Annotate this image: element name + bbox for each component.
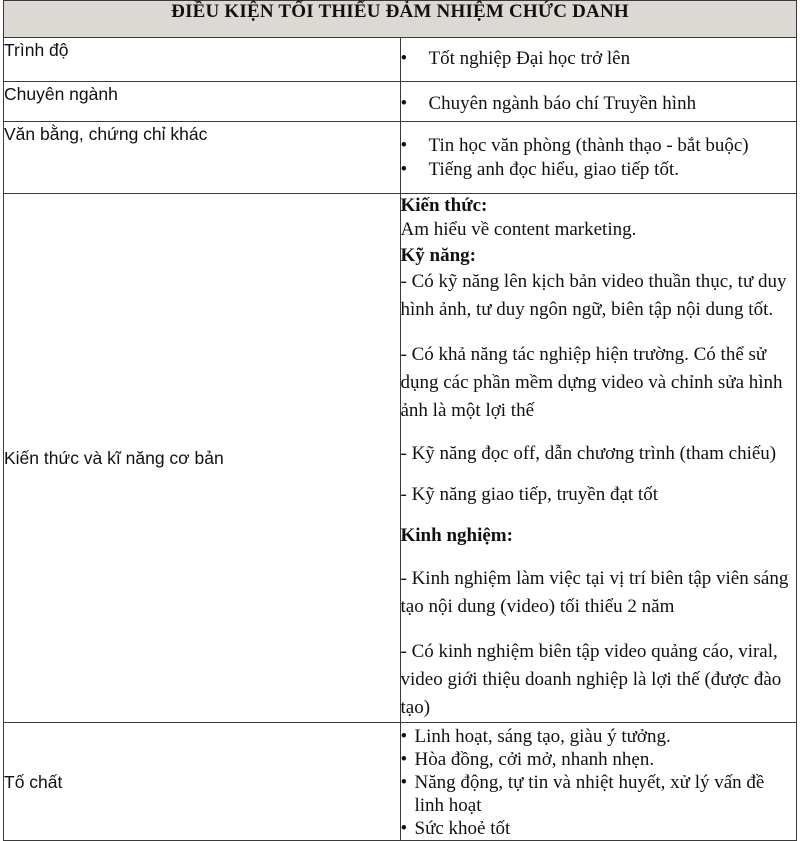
row-label-trinh-do: Trình độ: [4, 38, 401, 82]
skill-item: - Kỹ năng giao tiếp, truyền đạt tốt: [400, 484, 658, 505]
bullet-icon: •: [400, 749, 408, 770]
table-row-to-chat: [4, 723, 797, 841]
table-header-row: [4, 1, 797, 38]
experience-item: - Có kinh nghiệm biên tập video quảng cáo, viral, video giới thiệu doanh nghiệp là lợi thế (được đào tạo): [400, 641, 782, 718]
bullet-icon: •: [400, 726, 408, 747]
list-item: • Chuyên ngành báo chí Truyền hình: [400, 93, 697, 114]
list-item: • Sức khoẻ tốt: [400, 818, 511, 839]
bullet-icon: •: [400, 818, 408, 839]
list-item: • Linh hoạt, sáng tạo, giàu ý tưởng.: [400, 726, 671, 747]
table-row-van-bang: [4, 122, 797, 194]
row-content-trinh-do: [400, 38, 797, 82]
row-content-chuyen-nganh: [400, 82, 797, 122]
list-item: • Tốt nghiệp Đại học trở lên: [400, 48, 631, 69]
row-content-to-chat: [400, 723, 797, 841]
row-label-to-chat: Tố chất: [4, 723, 401, 841]
list-item: • Năng động, tự tin và nhiệt huyết, xử lý vấn đề linh hoạt: [400, 772, 765, 816]
knowledge-text: Am hiểu về content marketing.: [400, 219, 637, 240]
experience-item: - Kinh nghiệm làm việc tại vị trí biên tập viên sáng tạo nội dung (video) tối thiểu 2 năm: [400, 568, 789, 617]
list-item: • Tiếng anh đọc hiểu, giao tiếp tốt.: [400, 159, 679, 180]
bullet-icon: •: [400, 159, 408, 180]
skill-item: - Kỹ năng đọc off, dẫn chương trình (tham chiếu): [400, 443, 777, 464]
experience-heading: Kinh nghiệm:: [400, 525, 513, 546]
row-label-van-bang: Văn bằng, chứng chỉ khác: [4, 122, 401, 194]
row-label-kien-thuc: Kiến thức và kĩ năng cơ bản: [4, 194, 401, 723]
bullet-icon: •: [400, 772, 408, 793]
table-title: ĐIỀU KIỆN TỐI THIỂU ĐẢM NHIỆM CHỨC DANH: [4, 1, 797, 38]
bullet-icon: •: [400, 93, 408, 114]
skill-item: - Có kỹ năng lên kịch bản video thuần thục, tư duy hình ảnh, tư duy ngôn ngữ, biên tập nội dung tốt.: [400, 271, 787, 320]
table-row-chuyen-nganh: [4, 82, 797, 122]
skill-item: - Có khả năng tác nghiệp hiện trường. Có thể sử dụng các phần mềm dựng video và chỉnh sửa hình ảnh là một lợi thế: [400, 344, 783, 421]
bullet-icon: •: [400, 135, 408, 156]
table-row-trinh-do: [4, 38, 797, 82]
table-row-kien-thuc: [4, 194, 797, 723]
skills-heading: Kỹ năng:: [400, 245, 476, 266]
list-item: • Hòa đồng, cởi mở, nhanh nhẹn.: [400, 749, 655, 770]
row-content-kien-thuc: [400, 194, 797, 723]
bullet-icon: •: [400, 48, 408, 69]
requirements-table: [3, 0, 797, 841]
row-label-chuyen-nganh: Chuyên ngành: [4, 82, 401, 122]
knowledge-heading: Kiến thức:: [400, 195, 488, 216]
row-content-van-bang: [400, 122, 797, 194]
list-item: • Tin học văn phòng (thành thạo - bắt buộc): [400, 135, 749, 156]
